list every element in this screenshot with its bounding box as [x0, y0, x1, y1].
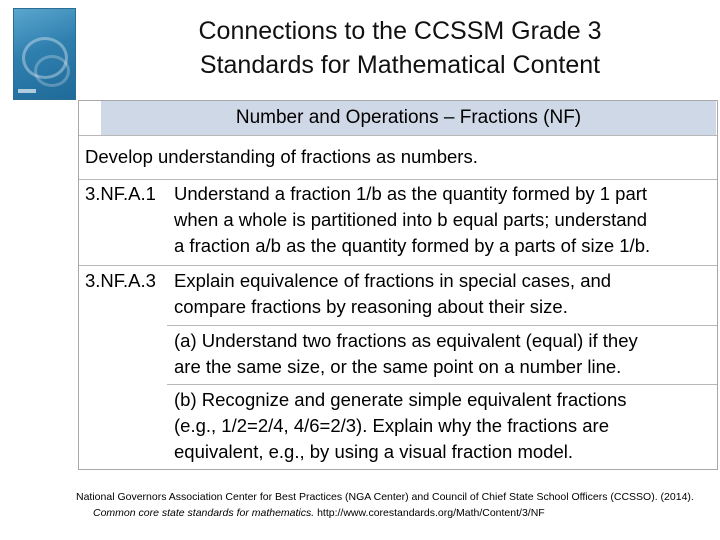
subitem-text-line: (e.g., 1/2=2/4, 4/6=2/3). Explain why the fractions are [174, 415, 610, 436]
subitem-text-line: equivalent, e.g., by using a visual fraction model. [174, 441, 574, 462]
standard-text-line: Explain equivalence of fractions in special cases, and [174, 270, 612, 291]
citation-line2 [76, 505, 720, 521]
citation-footnote [76, 489, 720, 521]
standard-text-line: Understand a fraction 1/b as the quantity formed by 1 part [174, 183, 648, 204]
slide-title [90, 14, 710, 82]
citation-url[interactable]: http://www.corestandards.org/Math/Content/3/NF [314, 507, 545, 519]
table-divider [79, 265, 717, 266]
standard-code: 3.NF.A.3 [85, 270, 156, 291]
cover-swirl-graphic [34, 55, 70, 87]
slide-title-line1: Connections to the CCSSM Grade 3 [198, 17, 602, 45]
table-subheader: Develop understanding of fractions as numbers. [85, 146, 478, 167]
standards-table [78, 100, 718, 470]
table-divider [167, 384, 717, 385]
standard-text-line: compare fractions by reasoning about their size. [174, 296, 568, 317]
cover-logo-mark [18, 89, 36, 93]
citation-line1: National Governors Association Center for Best Practices (NGA Center) and Council of Chief State School Officers (CCSSO). (2014). [76, 491, 694, 503]
slide-title-line2: Standards for Mathematical Content [199, 51, 601, 79]
subitem-text-line: (a) Understand two fractions as equivalent (equal) if they [174, 330, 638, 351]
table-divider [79, 135, 717, 136]
citation-title: Common core state standards for mathematics. [93, 507, 315, 519]
standard-code: 3.NF.A.1 [85, 183, 156, 204]
standard-text-line: when a whole is partitioned into b equal parts; understand [174, 209, 648, 230]
standard-text-line: a fraction a/b as the quantity formed by a parts of size 1/b. [174, 235, 651, 256]
table-divider [167, 325, 717, 326]
table-divider [79, 179, 717, 180]
subitem-text-line: (b) Recognize and generate simple equivalent fractions [174, 389, 627, 410]
table-header: Number and Operations – Fractions (NF) [101, 101, 716, 135]
book-cover-thumbnail [13, 8, 76, 100]
subitem-text-line: are the same size, or the same point on a number line. [174, 356, 622, 377]
